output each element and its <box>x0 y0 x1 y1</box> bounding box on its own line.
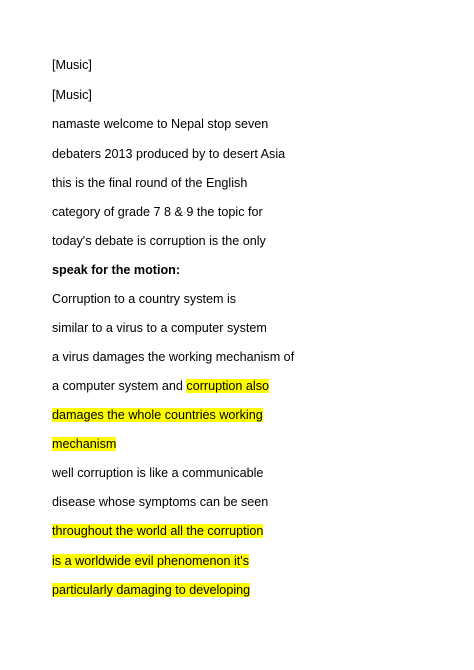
transcript-line: namaste welcome to Nepal stop seven <box>52 117 269 131</box>
transcript-line: [Music] <box>52 58 92 72</box>
highlighted-text: throughout the world all the corruption <box>52 524 264 538</box>
transcript-line: category of grade 7 8 & 9 the topic for <box>52 205 263 219</box>
section-heading: speak for the motion: <box>52 263 181 277</box>
highlighted-text: mechanism <box>52 437 117 451</box>
highlighted-text: particularly damaging to developing <box>52 583 251 597</box>
highlighted-text: corruption also <box>186 379 270 393</box>
transcript-line: [Music] <box>52 88 92 102</box>
transcript-line-mixed <box>52 379 269 394</box>
highlighted-text: damages the whole countries working <box>52 408 263 422</box>
transcript-line: today's debate is corruption is the only <box>52 234 266 248</box>
transcript-line: similar to a virus to a computer system <box>52 321 267 335</box>
transcript-line-highlighted <box>52 524 263 539</box>
transcript-line-highlighted <box>52 554 249 569</box>
transcript-line: debaters 2013 produced by to desert Asia <box>52 147 286 161</box>
transcript-text: a computer system and <box>52 379 187 393</box>
transcript-line: Corruption to a country system is <box>52 292 237 306</box>
transcript-line-highlighted <box>52 583 250 598</box>
transcript-line: well corruption is like a communicable <box>52 466 264 480</box>
transcript-line: a virus damages the working mechanism of <box>52 350 295 364</box>
highlighted-text: is a worldwide evil phenomenon it's <box>52 554 250 568</box>
transcript-line: disease whose symptoms can be seen <box>52 495 269 509</box>
transcript-line: this is the final round of the English <box>52 176 248 190</box>
transcript-line-highlighted <box>52 408 263 423</box>
transcript-line-highlighted <box>52 437 116 452</box>
